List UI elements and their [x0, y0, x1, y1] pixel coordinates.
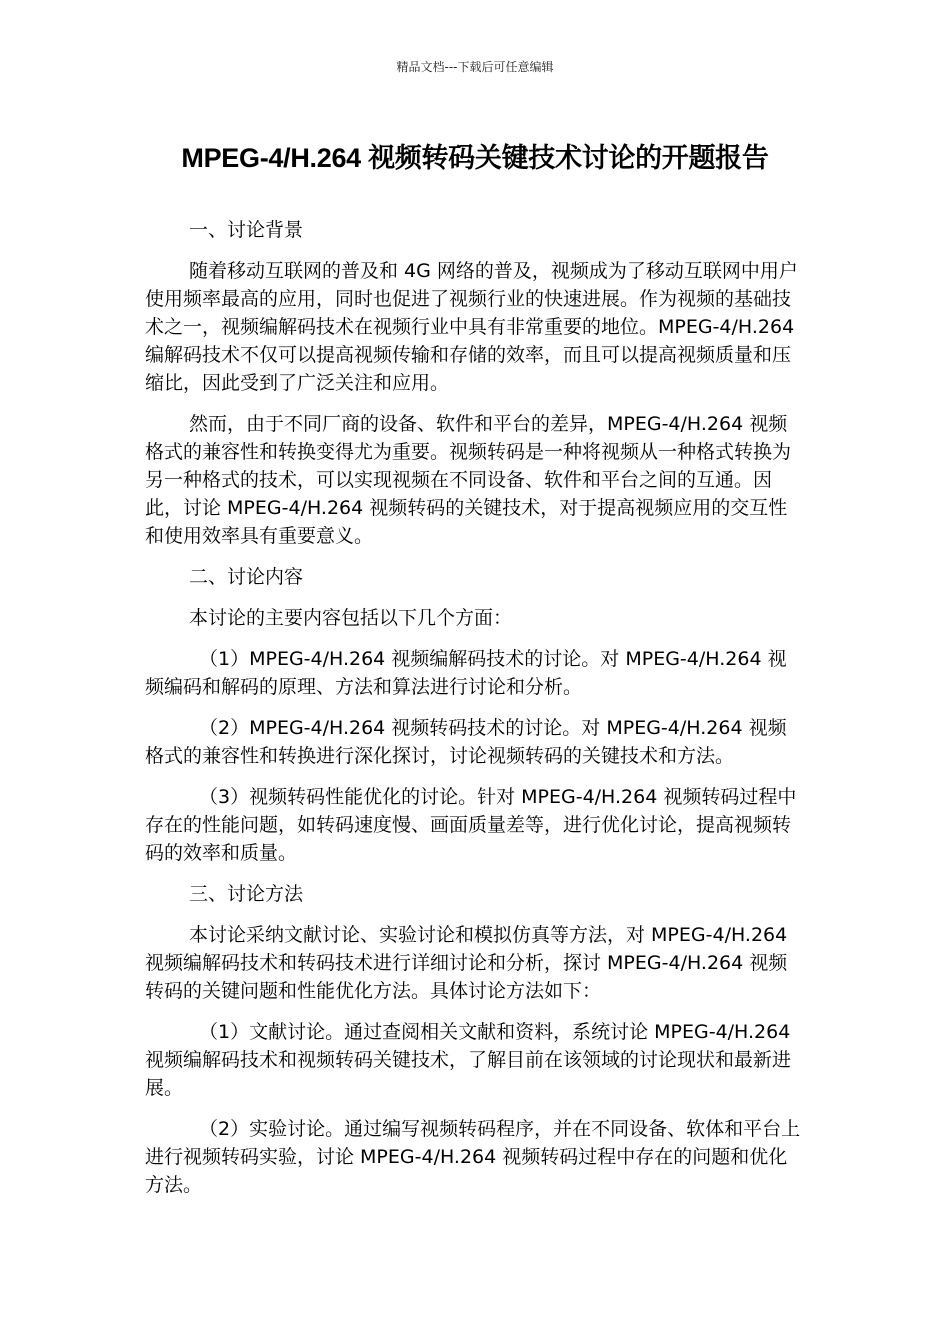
document-title: MPEG-4/H.264 视频转码关键技术讨论的开题报告 [181, 143, 769, 173]
list-item-method-1: （1）文献讨论。通过查阅相关文献和资料，系统讨论 MPEG-4/H.264 视频编解码技术和视频转码关键技术，了解目前在该领域的讨论现状和最新进展。 [145, 1021, 792, 1099]
list-item-content-2: （2）MPEG-4/H.264 视频转码技术的讨论。对 MPEG-4/H.264 视频格式的兼容性和转换进行深化探讨，讨论视频转码的关键技术和方法。 [145, 717, 787, 767]
list-item-content-3: （3）视频转码性能优化的讨论。针对 MPEG-4/H.264 视频转码过程中存在的性能问题，如转码速度慢、画面质量差等，进行优化讨论，提高视频转码的效率和质量。 [145, 786, 797, 864]
section-heading-content: 二、讨论内容 [189, 566, 304, 588]
list-item-content-1: （1）MPEG-4/H.264 视频编解码技术的讨论。对 MPEG-4/H.264 视频编码和解码的原理、方法和算法进行讨论和分析。 [145, 648, 787, 698]
paragraph-background-1: 随着移动互联网的普及和 4G 网络的普及，视频成为了移动互联网中用户使用频率最高的应用，同时也促进了视频行业的快速进展。作为视频的基础技术之一，视频编解码技术在视频行业中具有非常重要的地位。MPEG-4/H.264 编解码技术不仅可以提高视频传输和存储的效率，而且可以提高视频质量和压缩比，因此受到了广泛关注和应用。 [145, 260, 798, 394]
list-item-method-2: （2）实验讨论。通过编写视频转码程序，并在不同设备、软体和平台上进行视频转码实验，讨论 MPEG-4/H.264 视频转码过程中存在的问题和优化方法。 [145, 1118, 801, 1196]
section-heading-background: 一、讨论背景 [189, 219, 304, 241]
paragraph-content-intro: 本讨论的主要内容包括以下几个方面： [189, 607, 513, 629]
document-body [145, 216, 805, 1212]
paragraph-background-2: 然而，由于不同厂商的设备、软件和平台的差异，MPEG-4/H.264 视频格式的兼容性和转换变得尤为重要。视频转码是一种将视频从一种格式转换为另一种格式的技术，可以实现视频在不同设备、软件和平台之间的互通。因此，讨论 MPEG-4/H.264 视频转码的关键技术，对于提高视频应用的交互性和使用效率具有重要意义。 [145, 413, 792, 547]
section-heading-method: 三、讨论方法 [189, 883, 304, 905]
page-header: 精品文档---下载后可任意编辑 [396, 60, 554, 74]
paragraph-method-intro: 本讨论采纳文献讨论、实验讨论和模拟仿真等方法，对 MPEG-4/H.264 视频编解码技术和转码技术进行详细讨论和分析，探讨 MPEG-4/H.264 视频转码的关键问题和性能优化方法。具体讨论方法如下： [145, 924, 788, 1002]
